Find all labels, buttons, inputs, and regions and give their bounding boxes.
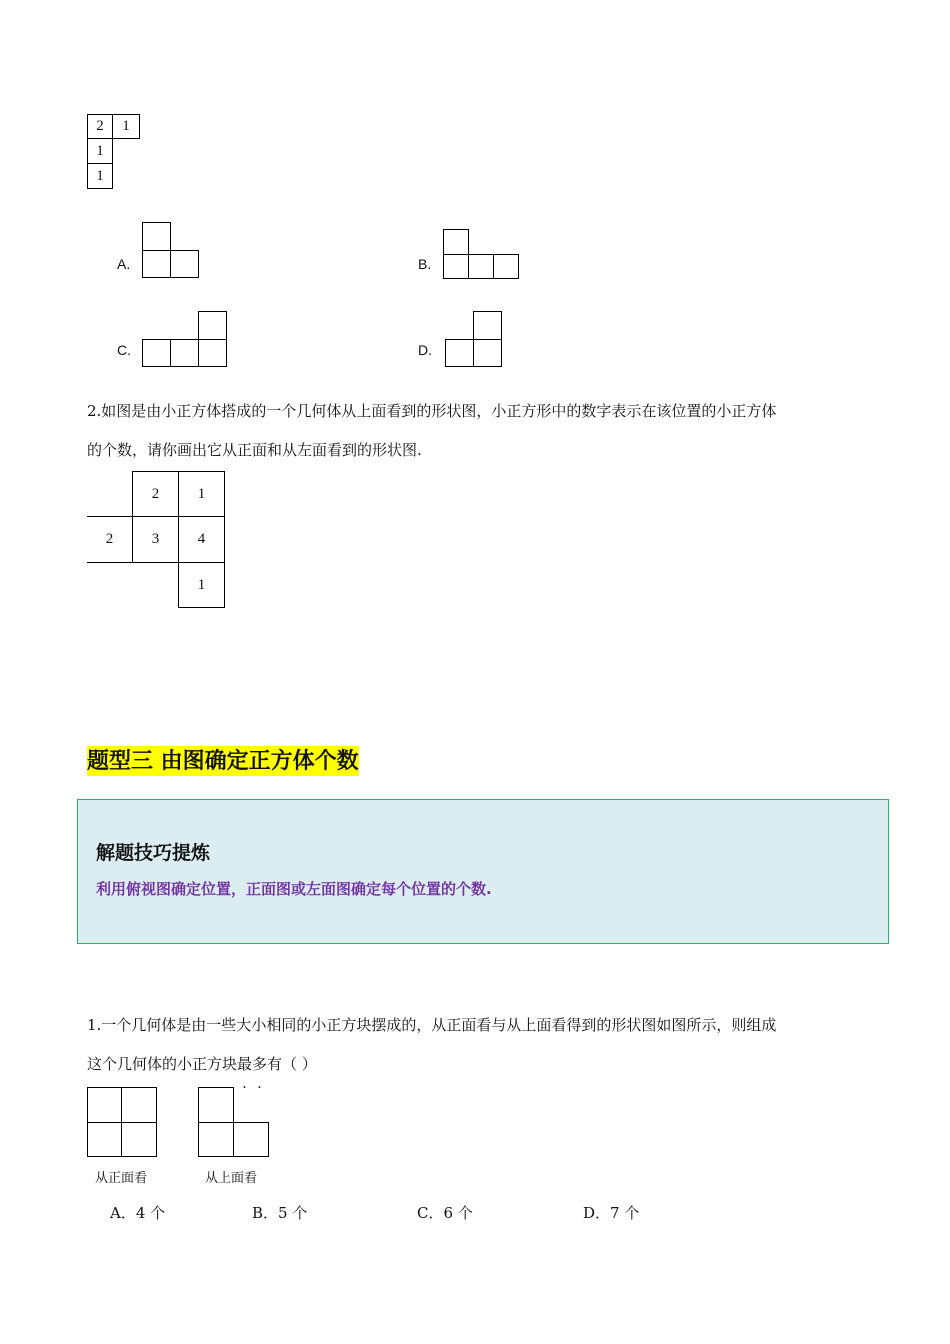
grid-cell: 1 (112, 114, 140, 139)
question-line-start: 这个几何体的小正方块 (87, 1055, 238, 1073)
option-label: B. (418, 256, 432, 272)
choice-d[interactable]: D．7 个 (583, 1204, 640, 1222)
choice-c[interactable]: C．6 个 (417, 1204, 473, 1222)
square (443, 254, 469, 279)
grid-cell: 1 (178, 471, 225, 517)
option-label: A. (117, 256, 131, 272)
square (198, 1087, 234, 1123)
grid-cell: 2 (87, 516, 133, 563)
question-line-end: 有（ ） (267, 1055, 317, 1073)
grid-cell: 1 (87, 138, 113, 164)
square (468, 254, 494, 279)
square (445, 339, 474, 367)
square (473, 339, 502, 367)
square (121, 1122, 157, 1157)
front-view-caption: 从正面看 (95, 1171, 148, 1186)
question-line (87, 1045, 867, 1084)
square (493, 254, 519, 279)
grid-cell: 2 (87, 114, 113, 139)
tips-heading: 解题技巧提炼 (96, 842, 211, 864)
top-view-caption: 从上面看 (205, 1171, 258, 1186)
square (121, 1087, 157, 1123)
grid-cell: 4 (178, 516, 225, 563)
option-label: D. (418, 342, 432, 358)
question-2-text (87, 392, 867, 470)
square (142, 339, 171, 367)
square (443, 229, 469, 255)
grid-cell: 2 (132, 471, 179, 517)
section-title: 题型三 由图确定正方体个数 (87, 746, 359, 776)
square (198, 311, 227, 340)
square (198, 339, 227, 367)
square (87, 1122, 122, 1157)
square (87, 1087, 122, 1123)
emphasis-char: 多 (252, 1055, 268, 1073)
tips-box (77, 799, 889, 944)
choice-b[interactable]: B．5 个 (252, 1204, 308, 1222)
question-line: 1.一个几何体是由一些大小相同的小正方块摆成的，从正面看与从上面看得到的形状图如图所示，则组成 (87, 1016, 777, 1034)
square (233, 1122, 269, 1157)
square (142, 250, 171, 278)
option-label: C. (117, 342, 131, 358)
choice-a[interactable]: A．4 个 (110, 1204, 166, 1222)
question-line: 2.如图是由小正方体搭成的一个几何体从上面看到的形状图，小正方形中的数字表示在该位置的小正方体 (87, 402, 777, 420)
question-line: 的个数，请你画出它从正面和从左面看到的形状图. (87, 441, 422, 459)
question-3-text (87, 1006, 867, 1084)
square (473, 311, 502, 340)
tips-body: 利用俯视图确定位置，正面图或左面图确定每个位置的个数. (96, 880, 492, 898)
grid-cell: 1 (87, 163, 113, 189)
grid-cell: 3 (132, 516, 179, 563)
grid-cell: 1 (178, 562, 225, 608)
emphasis-char: 最 (237, 1055, 253, 1073)
square (142, 222, 171, 251)
square (170, 250, 199, 278)
square (198, 1122, 234, 1157)
square (170, 339, 199, 367)
